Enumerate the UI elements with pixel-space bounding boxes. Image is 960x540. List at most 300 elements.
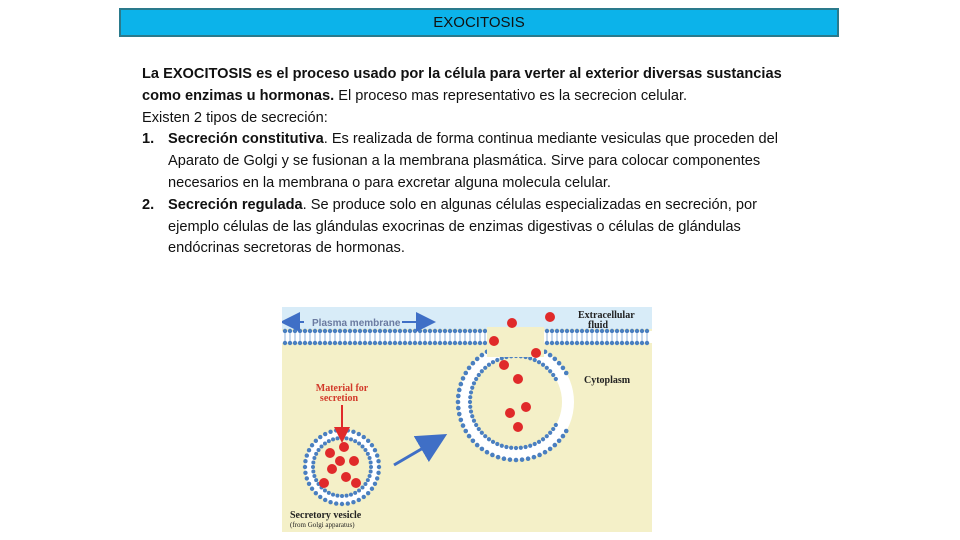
secretion-particle bbox=[335, 456, 345, 466]
lipid-head bbox=[288, 341, 292, 345]
lipid-head bbox=[413, 329, 417, 333]
lipid-head bbox=[358, 341, 362, 345]
lipid-head bbox=[314, 439, 318, 443]
lipid-head bbox=[551, 427, 555, 431]
list-item bbox=[142, 195, 802, 260]
lipid-head bbox=[370, 443, 374, 447]
secretion-particle bbox=[505, 408, 515, 418]
lipid-head bbox=[418, 329, 422, 333]
lipid-head bbox=[383, 329, 387, 333]
plasma-membrane-label: Plasma membrane bbox=[312, 318, 401, 329]
lipid-head bbox=[453, 329, 457, 333]
lipid-head bbox=[357, 442, 361, 446]
lipid-head bbox=[543, 450, 548, 455]
secretory-vesicle bbox=[303, 428, 381, 506]
lipid-head bbox=[366, 439, 370, 443]
lipid-head bbox=[533, 442, 537, 446]
lipid-head bbox=[303, 341, 307, 345]
lipid-head bbox=[533, 358, 537, 362]
secretion-types-list bbox=[142, 129, 802, 260]
lipid-head bbox=[448, 341, 452, 345]
lipid-head bbox=[298, 329, 302, 333]
lipid-head bbox=[473, 329, 477, 333]
lipid-head bbox=[508, 457, 513, 462]
lipid-head bbox=[548, 369, 552, 373]
intro-text: El proceso mas representativo es la secrecion celular. bbox=[334, 87, 688, 104]
lipid-head bbox=[537, 440, 541, 444]
secretion-particle bbox=[545, 312, 555, 322]
lipid-head bbox=[376, 471, 380, 475]
lipid-head bbox=[532, 455, 537, 460]
lipid-head bbox=[346, 428, 350, 432]
lipid-head bbox=[298, 341, 302, 345]
lipid-head bbox=[478, 341, 482, 345]
lipid-head bbox=[378, 341, 382, 345]
lipid-head bbox=[520, 457, 525, 462]
lipid-head bbox=[328, 329, 332, 333]
lipid-head bbox=[327, 491, 331, 495]
lipid-head bbox=[468, 395, 472, 399]
lipid-head bbox=[590, 341, 594, 345]
lipid-head bbox=[313, 329, 317, 333]
lipid-head bbox=[388, 341, 392, 345]
lipid-head bbox=[351, 430, 355, 434]
intro-paragraph bbox=[142, 64, 802, 108]
lipid-head bbox=[570, 329, 574, 333]
lipid-head bbox=[500, 444, 504, 448]
lipid-head bbox=[393, 329, 397, 333]
lipid-head bbox=[541, 437, 545, 441]
lipid-head bbox=[504, 445, 508, 449]
lipid-head bbox=[357, 488, 361, 492]
lipid-head bbox=[433, 341, 437, 345]
lipid-head bbox=[565, 329, 569, 333]
lipid-head bbox=[305, 453, 309, 457]
lipid-head bbox=[318, 435, 322, 439]
lipid-head bbox=[345, 436, 349, 440]
lipid-head bbox=[363, 341, 367, 345]
lipid-head bbox=[398, 341, 402, 345]
lipid-head bbox=[423, 329, 427, 333]
lipid-head bbox=[459, 382, 464, 387]
lipid-head bbox=[474, 377, 478, 381]
lipid-head bbox=[346, 501, 350, 505]
lipid-head bbox=[323, 442, 327, 446]
lipid-head bbox=[483, 341, 487, 345]
lipid-head bbox=[403, 341, 407, 345]
lipid-head bbox=[373, 482, 377, 486]
fluid-label: fluid bbox=[588, 320, 609, 331]
lipid-head bbox=[366, 491, 370, 495]
lipid-head bbox=[600, 341, 604, 345]
lipid-head bbox=[314, 478, 318, 482]
lipid-head bbox=[303, 459, 307, 463]
lipid-head bbox=[288, 329, 292, 333]
lipid-head bbox=[327, 439, 331, 443]
lipid-head bbox=[456, 394, 461, 399]
lipid-head bbox=[570, 341, 574, 345]
lipid-head bbox=[480, 431, 484, 435]
lipid-head bbox=[331, 493, 335, 497]
lipid-head bbox=[335, 436, 339, 440]
lipid-head bbox=[340, 502, 344, 506]
lipid-head bbox=[369, 470, 373, 474]
lipid-head bbox=[318, 341, 322, 345]
lipid-head bbox=[457, 412, 462, 417]
lipid-head bbox=[353, 329, 357, 333]
lipid-head bbox=[338, 341, 342, 345]
lipid-head bbox=[523, 445, 527, 449]
lipid-head bbox=[537, 453, 542, 458]
lipid-head bbox=[545, 341, 549, 345]
lipid-head bbox=[548, 447, 553, 452]
lipid-head bbox=[307, 448, 311, 452]
lipid-head bbox=[373, 448, 377, 452]
lipid-head bbox=[620, 341, 624, 345]
lipid-head bbox=[545, 366, 549, 370]
lipid-head bbox=[308, 341, 312, 345]
lipid-head bbox=[555, 329, 559, 333]
lipid-head bbox=[495, 358, 499, 362]
lipid-head bbox=[557, 361, 562, 366]
lipid-head bbox=[348, 329, 352, 333]
lipid-head bbox=[433, 329, 437, 333]
lipid-head bbox=[458, 341, 462, 345]
lipid-head bbox=[554, 423, 558, 427]
secretion-particle bbox=[513, 374, 523, 384]
list-item bbox=[142, 129, 802, 194]
list-item-text: . Se produce solo en algunas células especializadas en secreción, por ejemplo células de las glándulas exocrinas de enzimas digestivas o células de glándulas endócrinas secretoras de hormonas. bbox=[168, 196, 757, 257]
lipid-head bbox=[323, 488, 327, 492]
lipid-head bbox=[348, 341, 352, 345]
lipid-head bbox=[443, 341, 447, 345]
list-number: 1. bbox=[142, 131, 155, 148]
secretion-particle bbox=[325, 448, 335, 458]
lipid-head bbox=[369, 465, 373, 469]
lipid-head bbox=[456, 406, 461, 411]
lipid-head bbox=[375, 453, 379, 457]
lipid-head bbox=[550, 341, 554, 345]
lipid-head bbox=[283, 329, 287, 333]
lipid-head bbox=[630, 341, 634, 345]
lipid-head bbox=[428, 329, 432, 333]
lipid-head bbox=[443, 329, 447, 333]
lipid-head bbox=[553, 443, 558, 448]
secretion-particle bbox=[489, 336, 499, 346]
lipid-head bbox=[383, 341, 387, 345]
lipid-head bbox=[554, 377, 558, 381]
lipid-head bbox=[408, 341, 412, 345]
lipid-head bbox=[519, 446, 523, 450]
lipid-head bbox=[438, 329, 442, 333]
lipid-head bbox=[366, 478, 370, 482]
lipid-head bbox=[605, 341, 609, 345]
lipid-head bbox=[620, 329, 624, 333]
lipid-head bbox=[575, 341, 579, 345]
lipid-head bbox=[403, 329, 407, 333]
lipid-head bbox=[349, 437, 353, 441]
lipid-head bbox=[361, 486, 365, 490]
lipid-head bbox=[463, 371, 468, 376]
lipid-head bbox=[388, 329, 392, 333]
lipid-head bbox=[311, 465, 315, 469]
lipid-head bbox=[357, 498, 361, 502]
lipid-head bbox=[303, 471, 307, 475]
lipid-head bbox=[323, 432, 327, 436]
lipid-head bbox=[496, 455, 501, 460]
lipid-head bbox=[625, 329, 629, 333]
lipid-head bbox=[551, 373, 555, 377]
lipid-head bbox=[640, 341, 644, 345]
lipid-head bbox=[526, 456, 531, 461]
intro-bold-text: La EXOCITOSIS es el proceso usado por la célula para verter al exterior diversas sustancias como enzimas u hormonas. bbox=[142, 66, 782, 104]
lipid-head bbox=[555, 341, 559, 345]
lipid-head bbox=[560, 341, 564, 345]
list-number: 2. bbox=[142, 196, 155, 213]
cytoplasm-label: Cytoplasm bbox=[584, 375, 631, 386]
lipid-head bbox=[640, 329, 644, 333]
lipid-head bbox=[331, 437, 335, 441]
lipid-head bbox=[610, 329, 614, 333]
lipid-head bbox=[625, 341, 629, 345]
lipid-head bbox=[305, 476, 309, 480]
lipid-head bbox=[630, 329, 634, 333]
exocytosis-diagram-svg bbox=[282, 307, 652, 532]
lipid-head bbox=[548, 431, 552, 435]
lipid-head bbox=[328, 341, 332, 345]
types-heading: Existen 2 tipos de secreción: bbox=[142, 109, 328, 126]
secretory-vesicle-label: Secretory vesicle bbox=[290, 510, 362, 521]
lipid-head bbox=[317, 448, 321, 452]
lipid-head bbox=[349, 493, 353, 497]
lipid-head bbox=[328, 500, 332, 504]
lipid-head bbox=[580, 341, 584, 345]
lipid-head bbox=[335, 494, 339, 498]
lipid-head bbox=[351, 500, 355, 504]
lipid-head bbox=[615, 329, 619, 333]
lipid-head bbox=[456, 400, 461, 405]
secretion-particle bbox=[531, 348, 541, 358]
lipid-head bbox=[373, 341, 377, 345]
lipid-head bbox=[328, 430, 332, 434]
slide-content bbox=[142, 64, 802, 260]
lipid-head bbox=[645, 329, 649, 333]
lipid-head bbox=[457, 388, 462, 393]
lipid-head bbox=[468, 329, 472, 333]
lipid-head bbox=[398, 329, 402, 333]
lipid-head bbox=[312, 456, 316, 460]
lipid-head bbox=[495, 442, 499, 446]
lipid-head bbox=[318, 495, 322, 499]
lipid-head bbox=[580, 329, 584, 333]
lipid-head bbox=[343, 341, 347, 345]
lipid-head bbox=[483, 366, 487, 370]
lipid-head bbox=[471, 361, 476, 366]
lipid-head bbox=[635, 329, 639, 333]
lipid-head bbox=[463, 329, 467, 333]
lipid-head bbox=[323, 341, 327, 345]
lipid-head bbox=[361, 444, 365, 448]
lipid-head bbox=[645, 341, 649, 345]
lipid-head bbox=[480, 447, 485, 452]
lipid-head bbox=[343, 329, 347, 333]
lipid-head bbox=[333, 329, 337, 333]
lipid-head bbox=[310, 487, 314, 491]
exocytosis-diagram bbox=[282, 307, 652, 532]
lipid-head bbox=[458, 329, 462, 333]
lipid-head bbox=[585, 341, 589, 345]
lipid-head bbox=[463, 429, 468, 434]
lipid-head bbox=[467, 366, 472, 371]
lipid-head bbox=[468, 405, 472, 409]
lipid-head bbox=[453, 341, 457, 345]
lipid-head bbox=[368, 456, 372, 460]
lipid-head bbox=[353, 491, 357, 495]
secretion-particle bbox=[339, 442, 349, 452]
lipid-head bbox=[362, 495, 366, 499]
lipid-head bbox=[565, 341, 569, 345]
lipid-head bbox=[413, 341, 417, 345]
lipid-head bbox=[553, 357, 558, 362]
lipid-head bbox=[548, 353, 553, 358]
lipid-head bbox=[340, 494, 344, 498]
lipid-head bbox=[353, 341, 357, 345]
secretion-particle bbox=[327, 464, 337, 474]
lipid-head bbox=[477, 427, 481, 431]
lipid-head bbox=[468, 341, 472, 345]
lipid-head bbox=[483, 434, 487, 438]
lipid-head bbox=[509, 446, 513, 450]
lipid-head bbox=[368, 341, 372, 345]
lipid-head bbox=[483, 329, 487, 333]
secretion-particle bbox=[341, 472, 351, 482]
lipid-head bbox=[375, 476, 379, 480]
lipid-head bbox=[545, 434, 549, 438]
lipid-head bbox=[303, 329, 307, 333]
lipid-head bbox=[485, 450, 490, 455]
lipid-head bbox=[358, 329, 362, 333]
secretion-particle bbox=[521, 402, 531, 412]
list-item-term: Secreción constitutiva bbox=[168, 131, 324, 148]
lipid-head bbox=[293, 329, 297, 333]
lipid-head bbox=[334, 501, 338, 505]
lipid-head bbox=[478, 329, 482, 333]
lipid-head bbox=[610, 341, 614, 345]
lipid-head bbox=[480, 353, 485, 358]
lipid-head bbox=[514, 446, 518, 450]
lipid-head bbox=[373, 329, 377, 333]
material-label: Material for bbox=[315, 383, 369, 394]
slide-title-bar bbox=[119, 8, 839, 37]
lipid-head bbox=[470, 414, 474, 418]
lipid-head bbox=[487, 437, 491, 441]
lipid-head bbox=[459, 418, 464, 423]
extracellular-label: Extracellular bbox=[578, 310, 635, 321]
lipid-head bbox=[514, 458, 519, 463]
lipid-head bbox=[491, 440, 495, 444]
lipid-head bbox=[368, 474, 372, 478]
plasma-membrane bbox=[282, 329, 652, 345]
lipid-head bbox=[368, 329, 372, 333]
lipid-head bbox=[615, 341, 619, 345]
lipid-head bbox=[338, 329, 342, 333]
lipid-head bbox=[461, 376, 466, 381]
lipid-head bbox=[310, 443, 314, 447]
lipid-head bbox=[471, 439, 476, 444]
lipid-head bbox=[303, 465, 307, 469]
lipid-head bbox=[635, 341, 639, 345]
lipid-head bbox=[362, 435, 366, 439]
slide-title: EXOCITOSIS bbox=[433, 14, 525, 31]
lipid-head bbox=[408, 329, 412, 333]
lipid-head bbox=[474, 423, 478, 427]
secretion-particle bbox=[513, 422, 523, 432]
lipid-head bbox=[467, 434, 472, 439]
lipid-head bbox=[475, 357, 480, 362]
lipid-head bbox=[528, 444, 532, 448]
lipid-head bbox=[537, 360, 541, 364]
lipid-head bbox=[333, 341, 337, 345]
lipid-head bbox=[345, 494, 349, 498]
lipid-head bbox=[491, 360, 495, 364]
lipid-head bbox=[468, 400, 472, 404]
golgi-source-label: (from Golgi apparatus) bbox=[290, 521, 355, 529]
lipid-head bbox=[319, 444, 323, 448]
lipid-head bbox=[561, 434, 566, 439]
lipid-head bbox=[470, 386, 474, 390]
lipid-head bbox=[293, 341, 297, 345]
lipid-head bbox=[369, 460, 373, 464]
lipid-head bbox=[334, 428, 338, 432]
secretion-particle bbox=[349, 456, 359, 466]
lipid-head bbox=[475, 443, 480, 448]
lipid-head bbox=[477, 373, 481, 377]
lipid-head bbox=[564, 371, 569, 376]
lipid-head bbox=[423, 341, 427, 345]
lipid-head bbox=[313, 341, 317, 345]
lipid-head bbox=[502, 456, 507, 461]
lipid-head bbox=[307, 482, 311, 486]
secretion-label: secretion bbox=[319, 393, 359, 404]
lipid-head bbox=[308, 329, 312, 333]
lipid-head bbox=[418, 341, 422, 345]
secretion-particle bbox=[319, 478, 329, 488]
lipid-head bbox=[490, 453, 495, 458]
lipid-head bbox=[480, 369, 484, 373]
lipid-head bbox=[353, 439, 357, 443]
lipid-head bbox=[550, 329, 554, 333]
secretion-particle bbox=[499, 360, 509, 370]
lipid-head bbox=[545, 329, 549, 333]
lipid-head bbox=[314, 491, 318, 495]
lipid-head bbox=[377, 465, 381, 469]
lipid-head bbox=[378, 329, 382, 333]
lipid-head bbox=[595, 341, 599, 345]
lipid-head bbox=[428, 341, 432, 345]
lipid-head bbox=[323, 329, 327, 333]
lipid-head bbox=[461, 423, 466, 428]
lipid-head bbox=[438, 341, 442, 345]
lipid-head bbox=[363, 329, 367, 333]
lipid-head bbox=[487, 363, 491, 367]
lipid-head bbox=[323, 498, 327, 502]
lipid-head bbox=[472, 419, 476, 423]
secretion-particle bbox=[351, 478, 361, 488]
lipid-head bbox=[363, 448, 367, 452]
lipid-head bbox=[469, 409, 473, 413]
lipid-head bbox=[472, 381, 476, 385]
lipid-head bbox=[311, 460, 315, 464]
